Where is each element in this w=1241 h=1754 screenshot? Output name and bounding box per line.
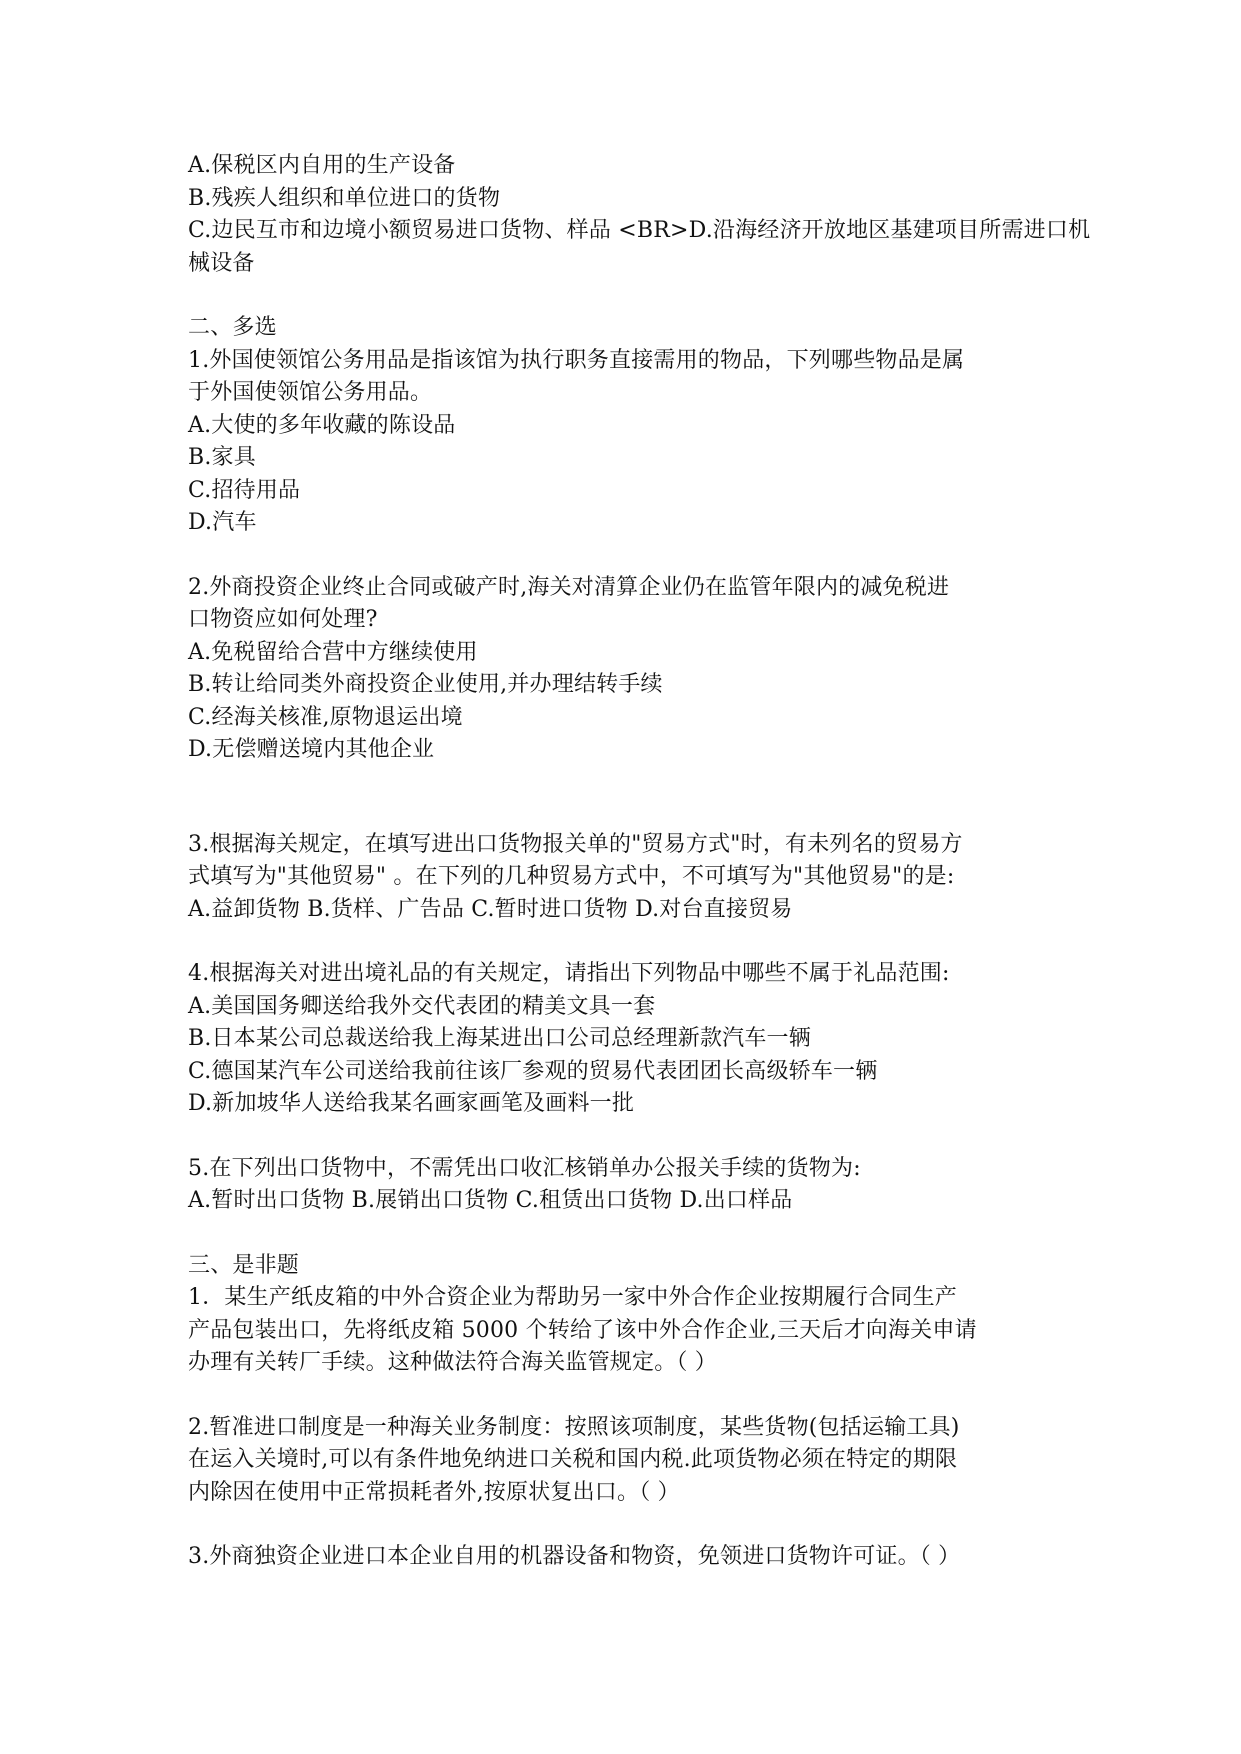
question-text: 4.根据海关对进出境礼品的有关规定，请指出下列物品中哪些不属于礼品范围: (188, 961, 950, 986)
option-line: B.家具 (188, 445, 256, 470)
option-line: C.边民互市和边境小额贸易进口货物、样品 <BR>D.沿海经济开放地区基建项目所需进口机 (188, 218, 1091, 243)
question-text: 在运入关境时,可以有条件地免纳进口关税和国内税.此项货物必须在特定的期限 (188, 1447, 958, 1472)
option-line: D.无偿赠送境内其他企业 (188, 737, 435, 762)
question-text: 3.根据海关规定，在填写进出口货物报关单的"贸易方式"时，有未列名的贸易方 (188, 831, 963, 857)
question-text: 1．某生产纸皮箱的中外合资企业为帮助另一家中外合作企业按期履行合同生产 (188, 1285, 957, 1310)
option-line: D.汽车 (188, 510, 257, 535)
question-block (188, 345, 1068, 540)
question-text: 3.外商独资企业进口本企业自用的机器设备和物资，免领进口货物许可证。（ ） (188, 1544, 961, 1569)
option-line: B.日本某公司总裁送给我上海某进出口公司总经理新款汽车一辆 (188, 1026, 811, 1051)
question-text: 产品包装出口，先将纸皮箱 5000 个转给了该中外合作企业,三天后才向海关申请 (188, 1317, 977, 1343)
question-block (188, 1541, 1068, 1574)
option-line: C.招待用品 (188, 477, 301, 503)
option-line: B.转让给同类外商投资企业使用,并办理结转手续 (188, 672, 663, 697)
option-line: C.经海关核准,原物退运出境 (188, 704, 463, 730)
option-line: D.新加坡华人送给我某名画家画笔及画料一批 (188, 1091, 635, 1116)
section-one-options (188, 150, 1091, 280)
question-text: 口物资应如何处理? (188, 607, 378, 632)
option-line: A.免税留给合营中方继续使用 (188, 639, 478, 665)
option-line: C.德国某汽车公司送给我前往该厂参观的贸易代表团团长高级轿车一辆 (188, 1058, 878, 1084)
question-block (188, 829, 1068, 927)
option-line: 械设备 (188, 250, 255, 276)
section-true-false (188, 1250, 1068, 1574)
section-heading: 二、多选 (188, 315, 277, 340)
section-multiple-choice (188, 312, 1068, 1218)
question-text: 5.在下列出口货物中，不需凭出口收汇核销单办公报关手续的货物为: (188, 1155, 861, 1181)
question-text: 2.暂准进口制度是一种海关业务制度：按照该项制度，某些货物(包括运输工具) (188, 1414, 960, 1440)
question-block (188, 1282, 1068, 1380)
question-text: 内除因在使用中正常损耗者外,按原状复出口。（ ） (188, 1479, 680, 1505)
option-line: A.大使的多年收藏的陈设品 (188, 412, 456, 438)
question-text: 式填写为"其他贸易" 。在下列的几种贸易方式中，不可填写为"其他贸易"的是: (188, 864, 955, 889)
option-line: A.益卸货物 B.货样、广告品 C.暂时进口货物 D.对台直接贸易 (188, 896, 793, 922)
question-block (188, 572, 1068, 767)
question-block (188, 1153, 1068, 1218)
question-text: 2.外商投资企业终止合同或破产时,海关对清算企业仍在监管年限内的减免税进 (188, 574, 950, 600)
question-block (188, 1412, 1068, 1510)
question-block (188, 958, 1068, 1121)
option-line: B.残疾人组织和单位进口的货物 (188, 185, 501, 211)
question-text: 于外国使领馆公务用品。 (188, 380, 433, 405)
question-text: 1.外国使领馆公务用品是指该馆为执行职务直接需用的物品，下列哪些物品是属 (188, 347, 965, 373)
section-heading: 三、是非题 (188, 1252, 300, 1278)
question-text: 办理有关转厂手续。这种做法符合海关监管规定。（ ） (188, 1350, 717, 1375)
document-body (188, 150, 1091, 1574)
option-line: A.保税区内自用的生产设备 (188, 153, 456, 178)
option-line: A.美国国务卿送给我外交代表团的精美文具一套 (188, 993, 656, 1019)
option-line: A.暂时出口货物 B.展销出口货物 C.租赁出口货物 D.出口样品 (188, 1188, 793, 1213)
